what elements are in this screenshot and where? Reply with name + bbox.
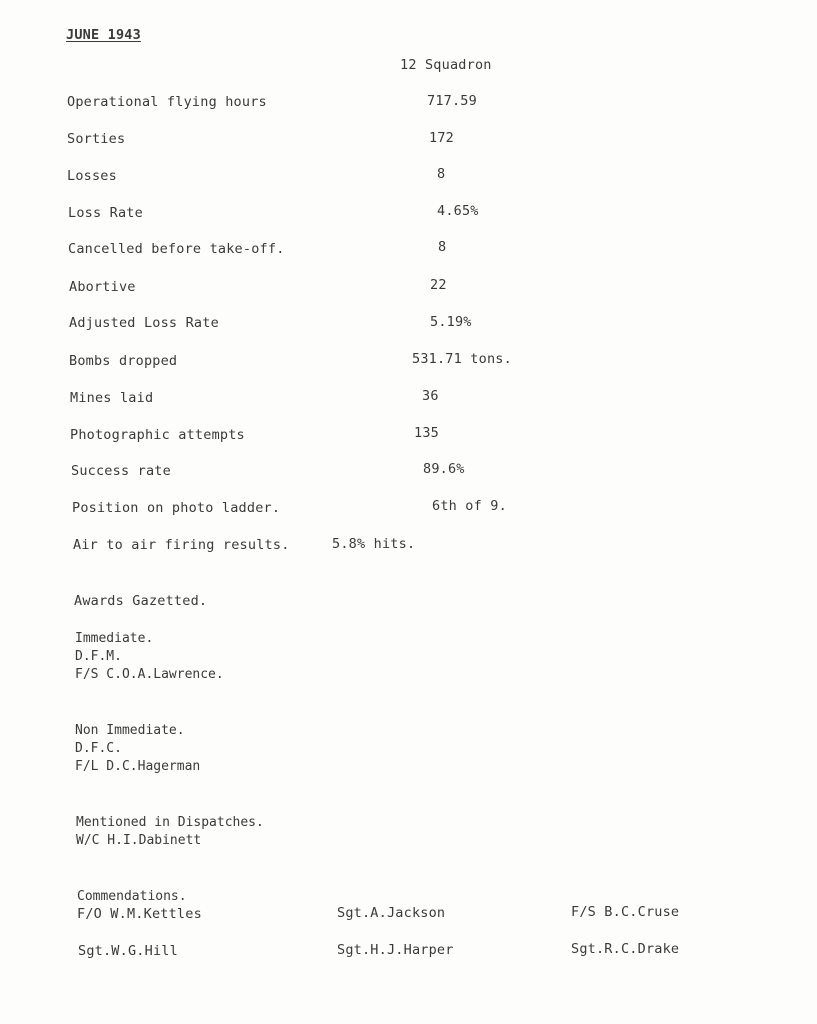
stat-value-air-firing: 5.8% hits.: [332, 536, 416, 552]
award-immediate-recipient: F/S C.O.A.Lawrence.: [75, 667, 224, 682]
award-non-immediate-block: [75, 722, 200, 776]
award-immediate-type: D.F.M.: [75, 649, 122, 664]
stat-value-adjusted-loss-rate: 5.19%: [430, 314, 472, 330]
stat-value-mines-laid: 36: [422, 388, 439, 404]
commendation-name: Sgt.W.G.Hill: [78, 943, 178, 959]
stat-value-loss-rate: 4.65%: [437, 203, 479, 219]
stat-value-flying-hours: 717.59: [427, 93, 477, 109]
award-immediate-title: Immediate.: [75, 631, 154, 646]
stat-label-bombs-dropped: Bombs dropped: [69, 353, 178, 369]
stat-label-adjusted-loss-rate: Adjusted Loss Rate: [69, 315, 219, 331]
stat-value-photo-ladder: 6th of 9.: [432, 498, 507, 514]
dispatches-block: [76, 814, 264, 850]
stat-value-photo-attempts: 135: [414, 425, 439, 441]
stat-label-abortive: Abortive: [69, 279, 136, 295]
stat-label-photo-ladder: Position on photo ladder.: [72, 500, 281, 516]
award-non-immediate-recipient: F/L D.C.Hagerman: [75, 759, 201, 774]
stat-label-photo-attempts: Photographic attempts: [70, 427, 245, 443]
stat-value-cancelled: 8: [438, 239, 447, 255]
document-heading: JUNE 1943: [66, 27, 141, 43]
stat-label-success-rate: Success rate: [71, 463, 171, 479]
commendation-name: Sgt.H.J.Harper: [337, 942, 454, 958]
award-immediate-block: [75, 630, 224, 684]
commendation-name: Sgt.A.Jackson: [337, 905, 446, 921]
dispatches-title: Mentioned in Dispatches.: [76, 815, 264, 830]
commendation-name: Sgt.R.C.Drake: [571, 941, 680, 957]
commendations-title: Commendations.: [77, 889, 187, 904]
stat-value-abortive: 22: [430, 277, 447, 293]
stat-label-losses: Losses: [67, 168, 117, 184]
stat-label-sorties: Sorties: [67, 131, 126, 147]
stat-label-flying-hours: Operational flying hours: [67, 94, 267, 110]
stat-label-air-firing: Air to air firing results.: [73, 537, 290, 553]
stat-value-sorties: 172: [429, 130, 454, 146]
awards-title: Awards Gazetted.: [74, 593, 208, 609]
stat-value-success-rate: 89.6%: [423, 461, 465, 477]
commendation-name: F/O W.M.Kettles: [77, 906, 202, 922]
dispatches-recipient: W/C H.I.Dabinett: [76, 833, 202, 848]
stat-value-losses: 8: [437, 166, 446, 182]
stat-label-loss-rate: Loss Rate: [68, 205, 143, 221]
commendation-name: F/S B.C.Cruse: [571, 904, 680, 920]
stat-label-mines-laid: Mines laid: [70, 390, 154, 406]
award-non-immediate-title: Non Immediate.: [75, 723, 185, 738]
award-non-immediate-type: D.F.C.: [75, 741, 122, 756]
stat-value-bombs-dropped: 531.71 tons.: [412, 351, 512, 367]
stat-label-cancelled: Cancelled before take-off.: [68, 241, 285, 257]
squadron-header: 12 Squadron: [400, 57, 492, 73]
